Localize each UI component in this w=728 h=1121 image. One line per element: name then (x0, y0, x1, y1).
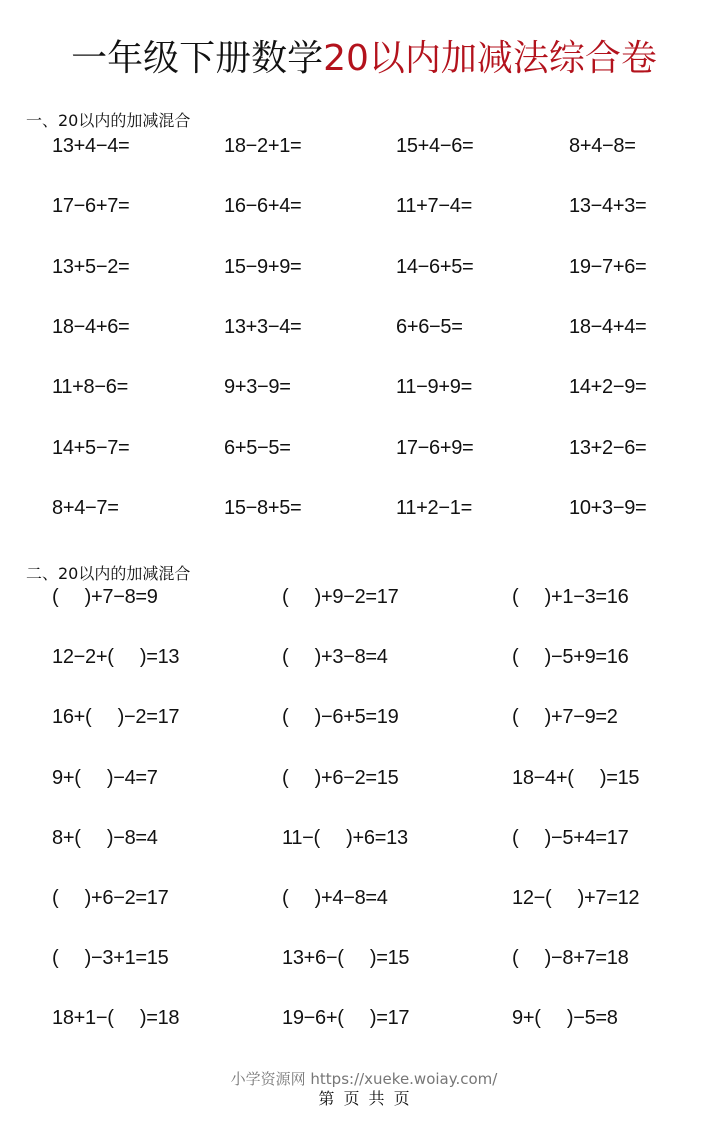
math-problem: 9+3−9= (224, 376, 291, 399)
title-red: 20以内加减法综合卷 (323, 38, 657, 79)
math-problem: 8+( )−8=4 (52, 826, 158, 849)
problem-row (0, 646, 728, 676)
math-problem: 9+( )−5=8 (512, 1007, 618, 1030)
math-problem: 19−6+( )=17 (282, 1007, 410, 1030)
problem-row (0, 256, 728, 286)
math-problem: ( )−8+7=18 (512, 947, 629, 970)
math-problem: 14+2−9= (569, 376, 647, 399)
math-problem: 17−6+7= (52, 195, 130, 218)
math-problem: 12−2+( )=13 (52, 646, 180, 669)
math-problem: ( )+7−8=9 (52, 586, 158, 608)
problem-row (0, 497, 728, 527)
math-problem: 13−4+3= (569, 195, 647, 218)
math-problem: 19−7+6= (569, 255, 647, 278)
problem-row (0, 887, 728, 917)
math-problem: 9+( )−4=7 (52, 766, 158, 789)
math-problem: 13+3−4= (224, 315, 302, 338)
footer-page-label: 第 页 共 页 (318, 1089, 410, 1108)
problem-row (0, 437, 728, 467)
math-problem: 11+2−1= (396, 496, 472, 519)
math-problem: 14−6+5= (396, 255, 474, 278)
math-problem: 18−4+6= (52, 315, 130, 338)
faint-watermark (60, 975, 200, 1055)
math-problem: 17−6+9= (396, 436, 474, 459)
math-problem: 6+6−5= (396, 315, 463, 338)
math-problem: 11+7−4= (396, 195, 472, 218)
math-problem: 14+5−7= (52, 436, 130, 459)
math-problem: ( )−5+9=16 (512, 646, 629, 669)
math-problem: ( )+7−9=2 (512, 706, 618, 729)
math-problem: 15+4−6= (396, 135, 474, 157)
math-problem: 13+6−( )=15 (282, 947, 410, 970)
math-problem: 13+5−2= (52, 255, 130, 278)
math-problem: ( )+3−8=4 (282, 646, 388, 669)
math-problem: 11+8−6= (52, 376, 128, 399)
math-problem: ( )−5+4=17 (512, 826, 629, 849)
math-problem: 13+2−6= (569, 436, 647, 459)
math-problem: 18−4+4= (569, 315, 647, 338)
math-problem: 13+4−4= (52, 135, 130, 157)
math-problem: 11−( )+6=13 (282, 826, 408, 849)
math-problem: ( )+6−2=15 (282, 766, 399, 789)
math-problem: 15−9+9= (224, 255, 302, 278)
math-problem: 16−6+4= (224, 195, 302, 218)
math-problem: ( )+6−2=17 (52, 887, 169, 909)
page-title (0, 30, 728, 81)
math-problem: 10+3−9= (569, 496, 647, 519)
math-problem: 8+4−7= (52, 496, 119, 519)
problem-row (0, 827, 728, 857)
problem-row (0, 947, 728, 977)
title-black: 一年级下册数学 (71, 38, 324, 79)
math-problem: 6+5−5= (224, 436, 291, 459)
footer-source: 小学资源网 https://xueke.woiay.com/ (230, 1070, 498, 1088)
math-problem: 18+1−( )=18 (52, 1007, 180, 1030)
problem-row (0, 586, 728, 616)
math-problem: 8+4−8= (569, 135, 636, 157)
math-problem: ( )−6+5=19 (282, 706, 399, 729)
problem-row (0, 135, 728, 165)
math-problem: ( )+4−8=4 (282, 887, 388, 909)
section1-heading: 一、20以内的加减混合 (26, 111, 191, 130)
math-problem: 11−9+9= (396, 376, 472, 399)
problem-row (0, 767, 728, 797)
math-problem: 16+( )−2=17 (52, 706, 180, 729)
math-problem: ( )+9−2=17 (282, 586, 399, 608)
problem-row (0, 316, 728, 346)
problem-row (0, 706, 728, 736)
math-problem: 12−( )+7=12 (512, 887, 640, 909)
math-problem: ( )+1−3=16 (512, 586, 629, 608)
problem-row (0, 195, 728, 225)
section2-heading: 二、20以内的加减混合 (26, 564, 191, 583)
math-problem: 18−4+( )=15 (512, 766, 640, 789)
math-problem: 15−8+5= (224, 496, 302, 519)
math-problem: 18−2+1= (224, 135, 302, 157)
problem-row (0, 376, 728, 406)
math-problem: ( )−3+1=15 (52, 947, 169, 970)
